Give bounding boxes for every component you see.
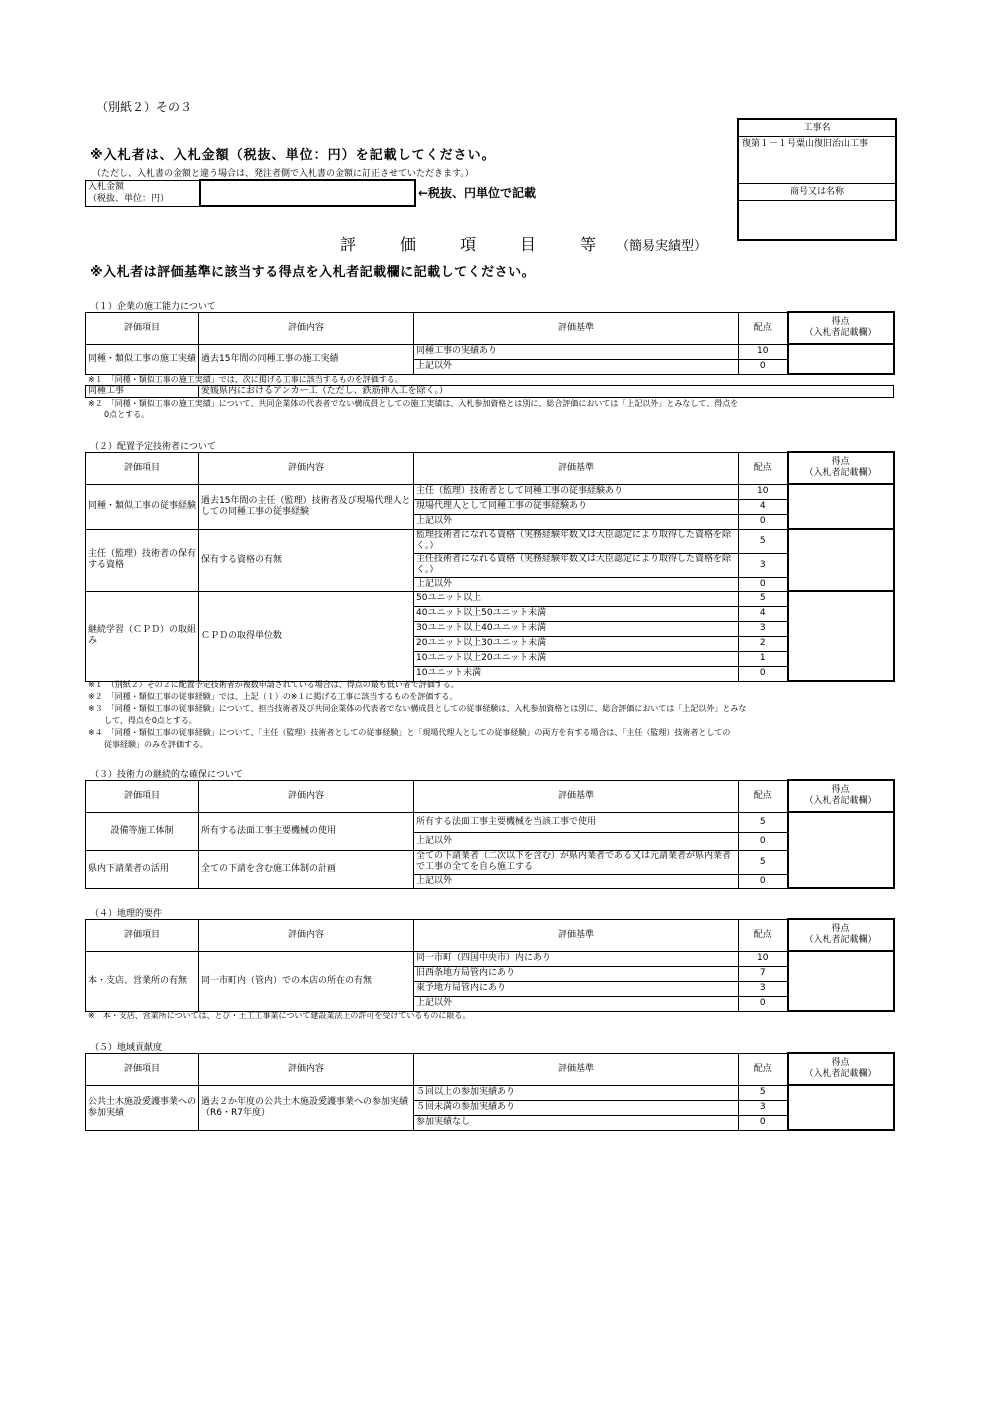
criteria-cell: 上記以外 bbox=[414, 874, 739, 888]
points-cell: 3 bbox=[739, 1100, 788, 1115]
criteria-cell: 40ユニット以上50ユニット未満 bbox=[414, 606, 739, 621]
col-criteria: 評価基準 bbox=[414, 780, 739, 812]
section2-note: 従事経験」のみを評価する。 bbox=[88, 740, 208, 749]
section4-note: ※ 本・支店、営業所については、とび・土工工事業について建設業法上の許可を受けているものに限る。 bbox=[88, 1011, 471, 1020]
criteria-cell: 監理技術者になれる資格（実務経験年数又は大臣認定により取得した資格を除く。） bbox=[414, 529, 739, 553]
section3-table bbox=[85, 779, 895, 889]
points-cell: 10 bbox=[739, 484, 788, 499]
score-input[interactable] bbox=[788, 1085, 894, 1130]
section2-note: ※１ （別紙２）その２に配置予定技術者が複数申請されている場合は、得点の最も低い者で評価する。 bbox=[88, 680, 459, 689]
criteria-cell: 20ユニット以上30ユニット未満 bbox=[414, 636, 739, 651]
points-cell: 5 bbox=[739, 850, 788, 874]
bid-amount-field[interactable] bbox=[200, 180, 415, 206]
eval-item: 県内下請業者の活用 bbox=[86, 850, 199, 888]
work-name-value: 復第１－１号粟山復旧治山工事 bbox=[739, 137, 895, 184]
eval-item: 継続学習（ＣＰＤ）の取組み bbox=[86, 591, 199, 681]
col-points: 配点 bbox=[739, 780, 788, 812]
col-score: 得点 （入札者記載欄） bbox=[788, 919, 894, 951]
points-cell: 0 bbox=[739, 359, 788, 374]
eval-item: 本・支店、営業所の有無 bbox=[86, 951, 199, 1011]
company-name-field[interactable] bbox=[739, 201, 895, 239]
points-cell: 0 bbox=[739, 1115, 788, 1130]
doc-label: （別紙２）その３ bbox=[96, 100, 193, 114]
points-cell: 7 bbox=[739, 966, 788, 981]
points-cell: 10 bbox=[739, 344, 788, 359]
points-cell: 0 bbox=[739, 514, 788, 529]
criteria-cell: ５回以上の参加実績あり bbox=[414, 1085, 739, 1100]
eval-content: 過去２か年度の公共土木施設愛護事業への参加実績（R6・R7年度） bbox=[199, 1085, 414, 1130]
same-type-label: 同種工事 bbox=[86, 386, 199, 398]
criteria-cell: 主任（監理）技術者として同種工事の従事経験あり bbox=[414, 484, 739, 499]
col-criteria: 評価基準 bbox=[414, 452, 739, 484]
points-cell: 5 bbox=[739, 529, 788, 553]
page-title: 評 価 項 目 等 （簡易実績型） bbox=[340, 235, 708, 254]
points-cell: 0 bbox=[739, 996, 788, 1011]
col-content: 評価内容 bbox=[199, 919, 414, 951]
bid-amount-box bbox=[85, 179, 416, 207]
criteria-cell: 10ユニット以上20ユニット未満 bbox=[414, 651, 739, 666]
section4-title: （４）地理的要件 bbox=[90, 909, 163, 919]
section1-table bbox=[85, 311, 895, 375]
col-item: 評価項目 bbox=[86, 780, 199, 812]
eval-item: 同種・類似工事の従事経験 bbox=[86, 484, 199, 529]
eval-content: 過去15年間の同種工事の施工実績 bbox=[199, 344, 414, 374]
points-cell: 5 bbox=[739, 812, 788, 832]
col-score: 得点 （入札者記載欄） bbox=[788, 452, 894, 484]
section2-note: ※２ 「同種・類似工事の従事経験」では、上記（１）の※１に掲げる工事に該当するものを評価する。 bbox=[88, 692, 458, 701]
criteria-cell: ５回未満の参加実績あり bbox=[414, 1100, 739, 1115]
company-name-header: 商号又は名称 bbox=[739, 184, 895, 201]
eval-content: 過去15年間の主任（監理）技術者及び現場代理人としての同種工事の従事経験 bbox=[199, 484, 414, 529]
criteria-cell: 所有する法面工事主要機械を当該工事で使用 bbox=[414, 812, 739, 832]
section2-note: して、得点を0点とする。 bbox=[88, 716, 197, 725]
score-input[interactable] bbox=[788, 344, 894, 374]
score-input[interactable] bbox=[788, 591, 894, 681]
points-cell: 4 bbox=[739, 499, 788, 514]
criteria-cell: 参加実績なし bbox=[414, 1115, 739, 1130]
bid-amount-note: ←税抜、円単位で記載 bbox=[418, 186, 537, 200]
col-content: 評価内容 bbox=[199, 1053, 414, 1085]
col-criteria: 評価基準 bbox=[414, 312, 739, 344]
criteria-cell: 上記以外 bbox=[414, 514, 739, 529]
col-points: 配点 bbox=[739, 919, 788, 951]
criteria-cell: 上記以外 bbox=[414, 996, 739, 1011]
criteria-cell: 全ての下請業者（二次以下を含む）が県内業者である又は元請業者が県内業者で工事の全てを自ら施工する bbox=[414, 850, 739, 874]
section2-table bbox=[85, 451, 895, 682]
criteria-cell: 同種工事の実績あり bbox=[414, 344, 739, 359]
points-cell: 5 bbox=[739, 591, 788, 606]
points-cell: 4 bbox=[739, 606, 788, 621]
col-points: 配点 bbox=[739, 452, 788, 484]
criteria-cell: 上記以外 bbox=[414, 359, 739, 374]
col-content: 評価内容 bbox=[199, 312, 414, 344]
score-input[interactable] bbox=[788, 484, 894, 529]
section2-note: ※３ 「同種・類似工事の従事経験」について、担当技術者及び共同企業体の代表者でない構成員としての従事経験は、入札参加資格とは別に、総合評価においては「上記以外」とみな bbox=[88, 704, 747, 713]
criteria-cell: 10ユニット未満 bbox=[414, 666, 739, 681]
criteria-cell: 上記以外 bbox=[414, 577, 739, 591]
section4-table bbox=[85, 918, 895, 1012]
criteria-cell: 現場代理人として同種工事の従事経験あり bbox=[414, 499, 739, 514]
eval-item: 公共土木施設愛護事業への参加実績 bbox=[86, 1085, 199, 1130]
points-cell: 0 bbox=[739, 577, 788, 591]
bid-amount-label: 入札金額 （税抜、単位：円） bbox=[86, 180, 201, 206]
points-cell: 2 bbox=[739, 636, 788, 651]
score-input[interactable] bbox=[788, 529, 894, 591]
eval-content: ＣＰＤの取得単位数 bbox=[199, 591, 414, 681]
eval-item: 同種・類似工事の施工実績 bbox=[86, 344, 199, 374]
col-criteria: 評価基準 bbox=[414, 1053, 739, 1085]
col-points: 配点 bbox=[739, 1053, 788, 1085]
points-cell: 5 bbox=[739, 1085, 788, 1100]
col-score: 得点 （入札者記載欄） bbox=[788, 1053, 894, 1085]
section1-note1: ※１ 「同種・類似工事の施工実績」では、次に掲げる工事に該当するものを評価する。 bbox=[88, 375, 403, 384]
points-cell: 10 bbox=[739, 951, 788, 966]
eval-content: 全ての下請を含む施工体制の計画 bbox=[199, 850, 414, 888]
points-cell: 0 bbox=[739, 666, 788, 681]
points-cell: 0 bbox=[739, 874, 788, 888]
eval-item: 設備等施工体制 bbox=[86, 812, 199, 850]
section5-table bbox=[85, 1052, 895, 1131]
points-cell: 0 bbox=[739, 832, 788, 850]
criteria-cell: 同一市町（四国中央市）内にあり bbox=[414, 951, 739, 966]
same-type-work-table bbox=[85, 385, 894, 398]
col-item: 評価項目 bbox=[86, 452, 199, 484]
section1-note2a: ※２ 「同種・類似工事の施工実績」について、共同企業体の代表者でない構成員としての施工実績は、入札参加資格とは別に、総合評価においては「上記以外」とみなして、得点を bbox=[88, 399, 739, 408]
eval-content: 所有する法面工事主要機械の使用 bbox=[199, 812, 414, 850]
score-instruction: ※入札者は評価基準に該当する得点を入札者記載欄に記載してください。 bbox=[90, 265, 536, 280]
score-input[interactable] bbox=[788, 951, 894, 1011]
score-input[interactable] bbox=[788, 812, 894, 888]
points-cell: 3 bbox=[739, 621, 788, 636]
bid-instruction: ※入札者は、入札金額（税抜、単位：円）を記載してください。 bbox=[90, 148, 496, 163]
col-score: 得点 （入札者記載欄） bbox=[788, 312, 894, 344]
eval-item: 主任（監理）技術者の保有する資格 bbox=[86, 529, 199, 591]
col-content: 評価内容 bbox=[199, 780, 414, 812]
col-criteria: 評価基準 bbox=[414, 919, 739, 951]
col-content: 評価内容 bbox=[199, 452, 414, 484]
criteria-cell: 旧西条地方局管内にあり bbox=[414, 966, 739, 981]
work-info-box bbox=[737, 118, 897, 241]
section1-note2b: 0点とする。 bbox=[88, 410, 150, 419]
points-cell: 1 bbox=[739, 651, 788, 666]
col-item: 評価項目 bbox=[86, 312, 199, 344]
eval-content: 保有する資格の有無 bbox=[199, 529, 414, 591]
col-item: 評価項目 bbox=[86, 919, 199, 951]
criteria-cell: 50ユニット以上 bbox=[414, 591, 739, 606]
same-type-value: 愛媛県内におけるアンカー工（ただし、鉄筋挿入工を除く。） bbox=[199, 386, 894, 398]
col-item: 評価項目 bbox=[86, 1053, 199, 1085]
criteria-cell: 30ユニット以上40ユニット未満 bbox=[414, 621, 739, 636]
section3-title: （３）技術力の継続的な確保について bbox=[90, 770, 243, 780]
col-points: 配点 bbox=[739, 312, 788, 344]
work-name-header: 工事名 bbox=[739, 120, 895, 137]
section5-title: （５）地域貢献度 bbox=[90, 1043, 163, 1053]
points-cell: 3 bbox=[739, 553, 788, 577]
points-cell: 3 bbox=[739, 981, 788, 996]
section2-note: ※４ 「同種・類似工事の従事経験」について、「主任（監理）技術者としての従事経験」と「現場代理人としての従事経験」の両方を有する場合は、「主任（監理）技術者としての bbox=[88, 728, 731, 737]
bid-instruction-sub: （ただし、入札書の金額と違う場合は、発注者側で入札書の金額に訂正させていただきます。） bbox=[92, 169, 474, 179]
section2-title: （２）配置予定技術者について bbox=[90, 442, 216, 452]
criteria-cell: 上記以外 bbox=[414, 832, 739, 850]
col-score: 得点 （入札者記載欄） bbox=[788, 780, 894, 812]
criteria-cell: 主任技術者になれる資格（実務経験年数又は大臣認定により取得した資格を除く。） bbox=[414, 553, 739, 577]
section1-title: （１）企業の施工能力について bbox=[90, 302, 216, 312]
criteria-cell: 東予地方局管内にあり bbox=[414, 981, 739, 996]
eval-content: 同一市町内（管内）での本店の所在の有無 bbox=[199, 951, 414, 1011]
